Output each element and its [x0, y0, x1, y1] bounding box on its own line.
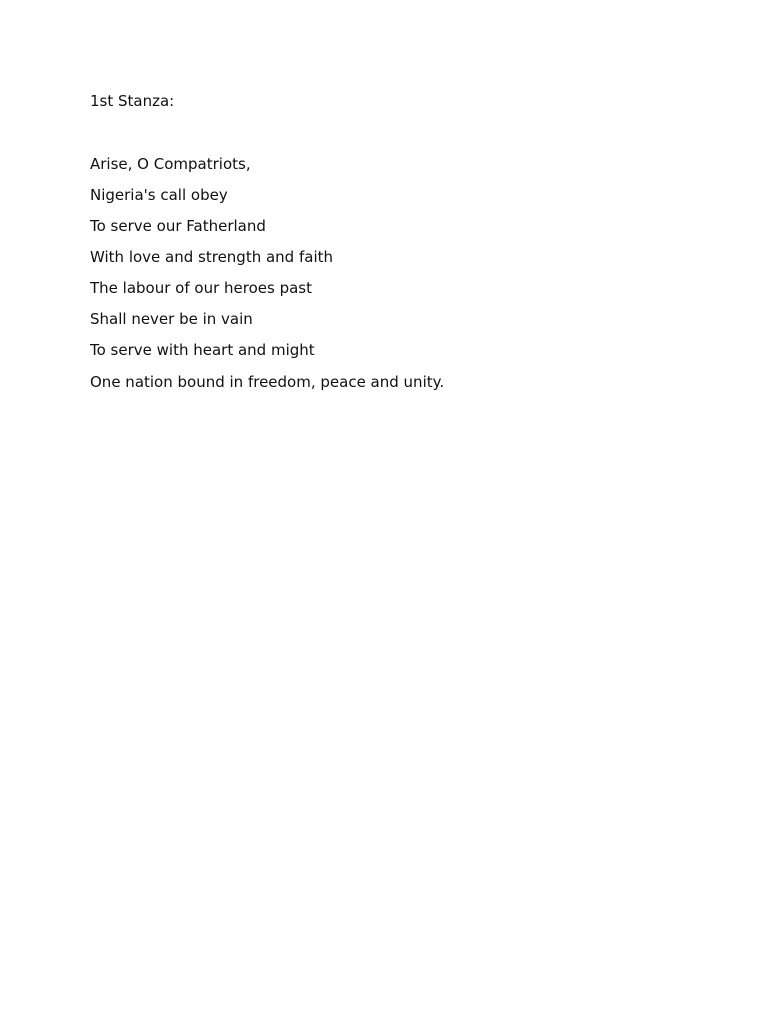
stanza-line-5: The labour of our heroes past	[90, 279, 312, 297]
stanza-line-8: One nation bound in freedom, peace and unity.	[90, 373, 445, 391]
stanza-line-1: Arise, O Compatriots,	[90, 155, 251, 173]
stanza-line-7: To serve with heart and might	[90, 341, 315, 359]
stanza-line-2: Nigeria's call obey	[90, 186, 228, 204]
stanza-line-4: With love and strength and faith	[90, 248, 333, 266]
stanza-heading: 1st Stanza:	[90, 92, 175, 110]
stanza-line-3: To serve our Fatherland	[90, 217, 266, 235]
stanza-line-6: Shall never be in vain	[90, 310, 253, 328]
